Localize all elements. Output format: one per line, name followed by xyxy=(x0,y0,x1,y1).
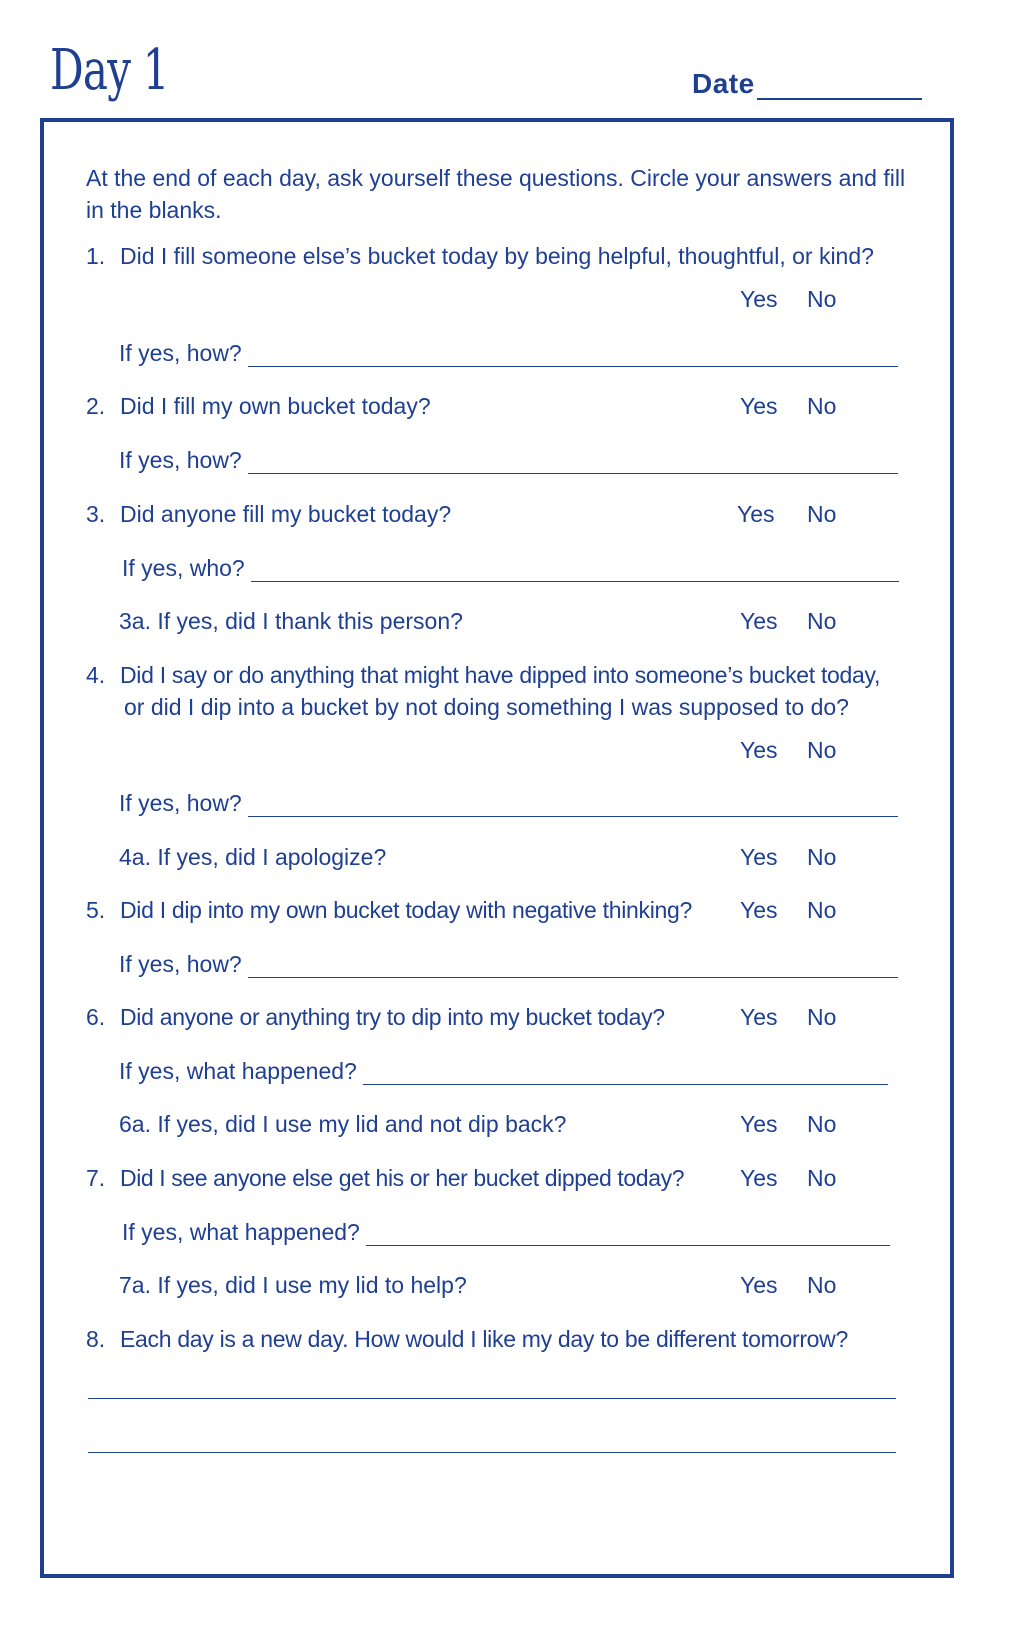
question-text: Did I fill someone else’s bucket today by being helpful, thoughtful, or kind? xyxy=(120,243,874,269)
date-blank[interactable] xyxy=(757,72,922,100)
q3-yes-option[interactable]: Yes xyxy=(737,501,775,527)
q7a-no-option[interactable]: No xyxy=(807,1272,837,1298)
page-title: Day 1 xyxy=(50,38,169,103)
question-text: Each day is a new day. How would I like my day to be different tomorrow? xyxy=(120,1326,848,1352)
q3-followup xyxy=(122,555,899,582)
q6-answer-blank[interactable] xyxy=(363,1062,888,1085)
question-number: 7. xyxy=(86,1165,106,1191)
q2-followup xyxy=(119,447,898,474)
question-text: Did I fill my own bucket today? xyxy=(120,393,431,419)
q6-followup xyxy=(119,1058,888,1085)
followup-label: If yes, how? xyxy=(119,790,242,816)
q6-yes-option[interactable]: Yes xyxy=(740,1004,778,1030)
question-text-line-2: or did I dip into a bucket by not doing something I was supposed to do? xyxy=(124,694,849,720)
instructions: At the end of each day, ask yourself these questions. Circle your answers and fill in the blanks. xyxy=(86,165,906,223)
question-text: Did I see anyone else get his or her bucket dipped today? xyxy=(120,1165,685,1191)
q7-answer-blank[interactable] xyxy=(366,1223,890,1246)
date-field xyxy=(692,68,922,100)
followup-label: If yes, what happened? xyxy=(119,1058,357,1084)
followup-label: If yes, how? xyxy=(119,447,242,473)
question-number: 8. xyxy=(86,1326,106,1352)
q2-answer-blank[interactable] xyxy=(248,451,898,474)
question-number: 1. xyxy=(86,243,106,269)
q2-no-option[interactable]: No xyxy=(807,393,837,419)
q4-answer-blank[interactable] xyxy=(248,794,898,817)
q4a-no-option[interactable]: No xyxy=(807,844,837,870)
q3a-no-option[interactable]: No xyxy=(807,608,837,634)
question-7a: 7a. If yes, did I use my lid to help? xyxy=(119,1272,467,1298)
question-number: 6. xyxy=(86,1004,106,1030)
question-4a: 4a. If yes, did I apologize? xyxy=(119,844,387,870)
q6a-no-option[interactable]: No xyxy=(807,1111,837,1137)
question-6a: 6a. If yes, did I use my lid and not dip back? xyxy=(119,1111,567,1137)
question-text-line-1: Did I say or do anything that might have dipped into someone’s bucket today, xyxy=(120,662,881,688)
q6-no-option[interactable]: No xyxy=(807,1004,837,1030)
question-text: Did I dip into my own bucket today with negative thinking? xyxy=(120,897,692,923)
q7-no-option[interactable]: No xyxy=(807,1165,837,1191)
q8-answer-line-1[interactable] xyxy=(88,1398,896,1399)
q4-no-option[interactable]: No xyxy=(807,737,837,763)
q3-no-option[interactable]: No xyxy=(807,501,837,527)
q5-no-option[interactable]: No xyxy=(807,897,837,923)
followup-label: If yes, how? xyxy=(119,340,242,366)
followup-label: If yes, what happened? xyxy=(122,1219,360,1245)
question-number: 5. xyxy=(86,897,106,923)
q2-yes-option[interactable]: Yes xyxy=(740,393,778,419)
q5-yes-option[interactable]: Yes xyxy=(740,897,778,923)
question-3a: 3a. If yes, did I thank this person? xyxy=(119,608,463,634)
q3-answer-blank[interactable] xyxy=(251,559,899,582)
followup-label: If yes, who? xyxy=(122,555,245,581)
q5-answer-blank[interactable] xyxy=(248,955,898,978)
date-label: Date xyxy=(692,68,755,99)
q5-followup xyxy=(119,951,898,978)
q7a-yes-option[interactable]: Yes xyxy=(740,1272,778,1298)
question-number: 2. xyxy=(86,393,106,419)
question-number: 3. xyxy=(86,501,106,527)
question-number: 4. xyxy=(86,662,106,688)
q7-followup xyxy=(122,1219,890,1246)
q1-yes-option[interactable]: Yes xyxy=(740,286,778,312)
q4-yes-option[interactable]: Yes xyxy=(740,737,778,763)
q3a-yes-option[interactable]: Yes xyxy=(740,608,778,634)
q6a-yes-option[interactable]: Yes xyxy=(740,1111,778,1137)
q7-yes-option[interactable]: Yes xyxy=(740,1165,778,1191)
followup-label: If yes, how? xyxy=(119,951,242,977)
q1-no-option[interactable]: No xyxy=(807,286,837,312)
question-text: Did anyone or anything try to dip into my bucket today? xyxy=(120,1004,665,1030)
q8-answer-line-2[interactable] xyxy=(88,1452,896,1453)
q1-answer-blank[interactable] xyxy=(248,344,898,367)
question-text: Did anyone fill my bucket today? xyxy=(120,501,452,527)
q1-followup xyxy=(119,340,898,367)
q4a-yes-option[interactable]: Yes xyxy=(740,844,778,870)
q4-followup xyxy=(119,790,898,817)
